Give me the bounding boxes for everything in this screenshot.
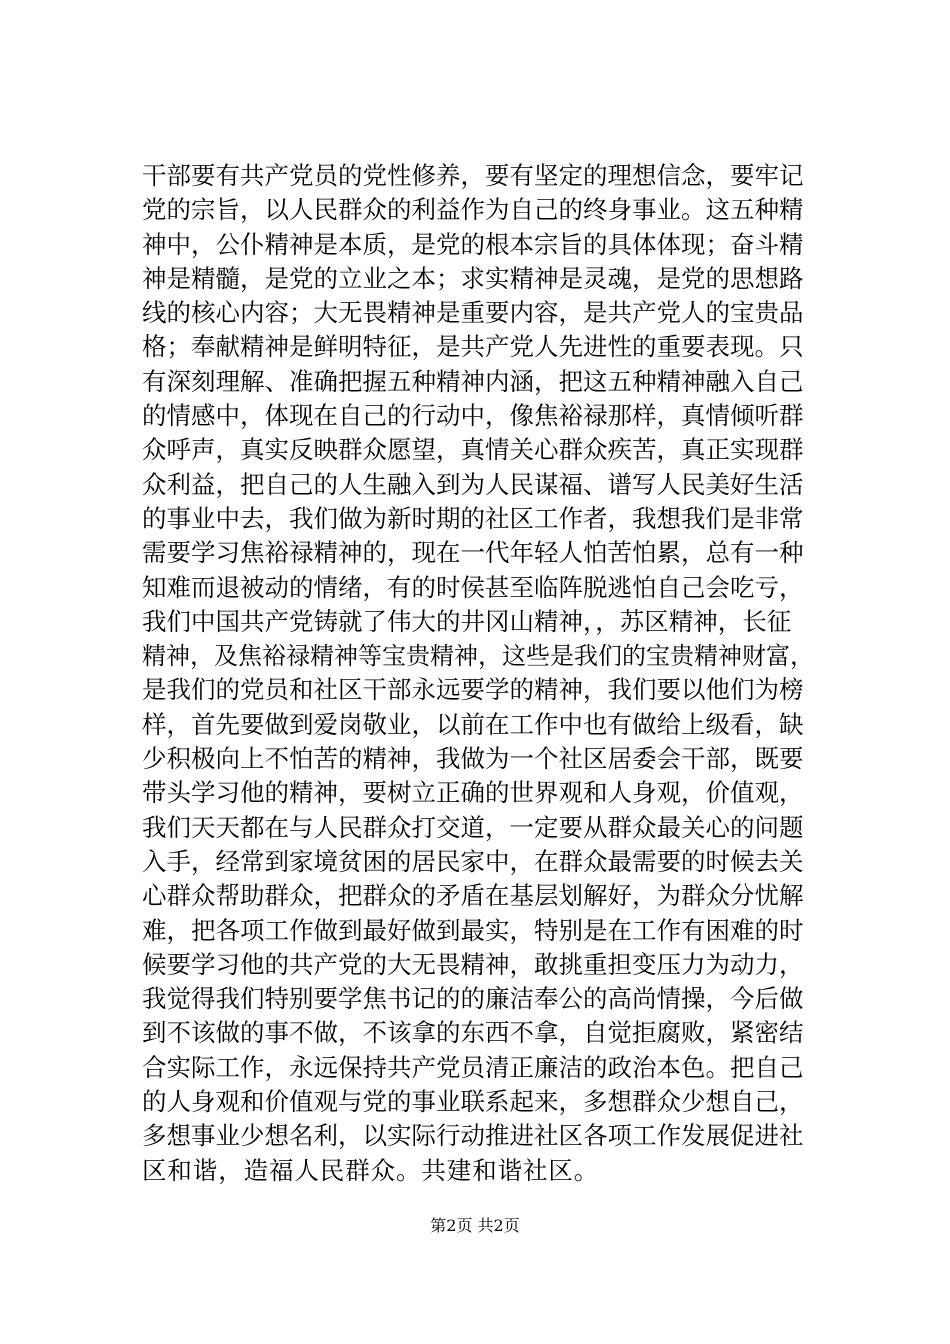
text-line: 线的核心内容；大无畏精神是重要内容，是共产党人的宝贵品 — [142, 298, 804, 328]
text-line: 样，首先要做到爱岗敬业，以前在工作中也有做给上级看，缺 — [142, 709, 804, 739]
text-line: 难，把各项工作做到最好做到最实，特别是在工作有困难的时 — [142, 915, 804, 945]
text-line: 候要学习他的共产党的大无畏精神，敢挑重担变压力为动力， — [142, 949, 804, 979]
text-line: 我觉得我们特别要学焦书记的的廉洁奉公的高尚情操，今后做 — [142, 984, 804, 1014]
text-line: 的事业中去，我们做为新时期的社区工作者，我想我们是非常 — [142, 503, 804, 533]
text-line: 神中，公仆精神是本质，是党的根本宗旨的具体体现；奋斗精 — [142, 229, 804, 259]
text-line: 精神，及焦裕禄精神等宝贵精神，这些是我们的宝贵精神财富， — [142, 642, 814, 671]
text-line: 需要学习焦裕禄精神的，现在一代年轻人怕苦怕累，总有一种 — [142, 538, 804, 568]
text-line: 党的宗旨，以人民群众的利益作为自己的终身事业。这五种精 — [142, 195, 804, 225]
text-line: 少积极向上不怕苦的精神，我做为一个社区居委会干部，既要 — [142, 744, 804, 774]
page-footer: 第2页 共2页 — [430, 1216, 520, 1235]
text-line: 多想事业少想名利，以实际行动推进社区各项工作发展促进社 — [142, 1121, 804, 1151]
text-line: 带头学习他的精神，要树立正确的世界观和人身观，价值观， — [142, 778, 804, 808]
text-line: 区和谐，造福人民群众。共建和谐社区。 — [142, 1155, 600, 1185]
text-line: 心群众帮助群众，把群众的矛盾在基层划解好，为群众分忧解 — [142, 881, 804, 911]
text-line: 到不该做的事不做，不该拿的东西不拿，自觉拒腐败，紧密结 — [142, 1018, 804, 1048]
text-line: 有深刻理解、准确把握五种精神内涵，把这五种精神融入自己 — [142, 366, 804, 396]
text-line: 的情感中，体现在自己的行动中，像焦裕禄那样，真情倾听群 — [142, 401, 804, 431]
text-line: 是我们的党员和社区干部永远要学的精神，我们要以他们为榜 — [142, 675, 804, 705]
text-line: 入手，经常到家境贫困的居民家中，在群众最需要的时候去关 — [142, 846, 804, 876]
text-line: 众呼声，真实反映群众愿望，真情关心群众疾苦，真正实现群 — [142, 435, 804, 465]
text-line: 众利益，把自己的人生融入到为人民谋福、谱写人民美好生活 — [142, 469, 804, 499]
text-line: 的人身观和价值观与党的事业联系起来，多想群众少想自己， — [142, 1087, 804, 1117]
text-line: 神是精髓，是党的立业之本；求实精神是灵魂，是党的思想路 — [142, 263, 804, 293]
text-line: 合实际工作，永远保持共产党员清正廉洁的政治本色。把自己 — [142, 1052, 804, 1082]
text-line: 我们中国共产党铸就了伟大的井冈山精神，，苏区精神，长征 — [142, 606, 792, 636]
text-line: 格；奉献精神是鲜明特征，是共产党人先进性的重要表现。只 — [142, 332, 804, 362]
text-line: 知难而退被动的情绪，有的时侯甚至临阵脱逃怕自己会吃亏， — [142, 572, 804, 602]
text-line: 我们天天都在与人民群众打交道，一定要从群众最关心的问题 — [142, 812, 804, 842]
body-paragraph — [142, 159, 814, 1188]
text-line: 干部要有共产党员的党性修养，要有坚定的理想信念，要牢记 — [142, 161, 804, 190]
